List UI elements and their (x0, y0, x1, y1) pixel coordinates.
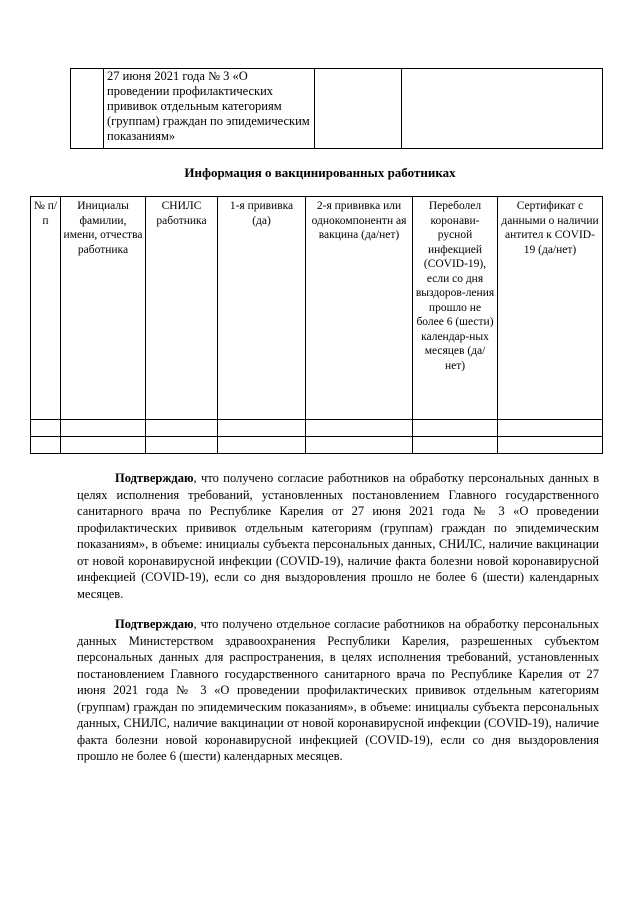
vaccinated-workers-table (30, 196, 603, 454)
paragraph-text: , что получено согласие работников на обработку персональных данных в целях исполнения требований, установленных постановлением Главного государственного санитарного врача по Республике Карелия от 27 июня 2021 года № 3 «О проведении профилактических прививок отдельным категориям (группам) граждан по эпидемическим показаниям», в объеме: инициалы субъекта персональных данных, СНИЛС, наличие вакцинации от новой коронавирусной инфекции (COVID-19), наличие факта болезни новой коронавирусной инфекцией (COVID-19), если со дня выздоровления прошло не более 6 (шести) календарных месяцев. (77, 471, 599, 601)
table-row (71, 69, 603, 149)
section-title: Информация о вакцинированных работниках (184, 165, 456, 180)
paragraph-lead: Подтверждаю (115, 471, 194, 485)
paragraph-text: , что получено отдельное согласие работников на обработку персональных данных Министерством здравоохранения Республики Карелия, разрешенных субъектом персональных данных для распространения, в целях исполнения требований, установленных постановлением Главного государственного санитарного врача по Республике Карелия от 27 июня 2021 года № 3 «О проведении профилактических прививок отдельным категориям (группам) граждан по эпидемическим показаниям», в объеме: инициалы субъекта персональных данных, СНИЛС, наличие вакцинации от новой коронавирусной инфекции (COVID-19), наличие факта болезни новой коронавирусной инфекцией (COVID-19), если со дня выздоровления прошло не более 6 (шести) календарных месяцев. (77, 617, 599, 763)
table-cell (61, 420, 146, 437)
column-header-initials: Инициалы фамилии, имени, отчества работника (61, 197, 146, 420)
top-table-fragment (70, 68, 603, 149)
column-header-snils: СНИЛС работника (146, 197, 218, 420)
table-cell (71, 69, 104, 149)
table-cell (218, 437, 306, 454)
table-cell (498, 420, 603, 437)
column-header-recovered: Переболел коронави-русной инфекцией (COVID-19), если со дня выздоров-ления прошло не более 6 (шести) календар-ных месяцев (да/нет) (413, 197, 498, 420)
table-cell (402, 69, 603, 149)
table-cell (31, 437, 61, 454)
consent-paragraph-2 (77, 616, 599, 765)
table-row (31, 420, 603, 437)
table-header-row (31, 197, 603, 420)
table-cell (306, 420, 413, 437)
table-cell (218, 420, 306, 437)
table-cell (306, 437, 413, 454)
table-row (31, 437, 603, 454)
table-cell (498, 437, 603, 454)
column-header-second-dose: 2-я прививка или однокомпонентн ая вакцина (да/нет) (306, 197, 413, 420)
order-reference-cell: 27 июня 2021 года № 3 «О проведении профилактических прививок отдельным категориям (группам) граждан по эпидемическим показаниям» (104, 69, 315, 149)
table-cell (61, 437, 146, 454)
column-header-number: № п/п (31, 197, 61, 420)
column-header-antibody-certificate: Сертификат с данными о наличии антител к COVID-19 (да/нет) (498, 197, 603, 420)
table-cell (413, 437, 498, 454)
paragraph-lead: Подтверждаю (115, 617, 194, 631)
table-cell (146, 420, 218, 437)
table-cell (31, 420, 61, 437)
table-cell (413, 420, 498, 437)
column-header-first-dose: 1-я прививка (да) (218, 197, 306, 420)
consent-paragraph-1 (77, 470, 599, 602)
table-cell (146, 437, 218, 454)
table-cell (315, 69, 402, 149)
